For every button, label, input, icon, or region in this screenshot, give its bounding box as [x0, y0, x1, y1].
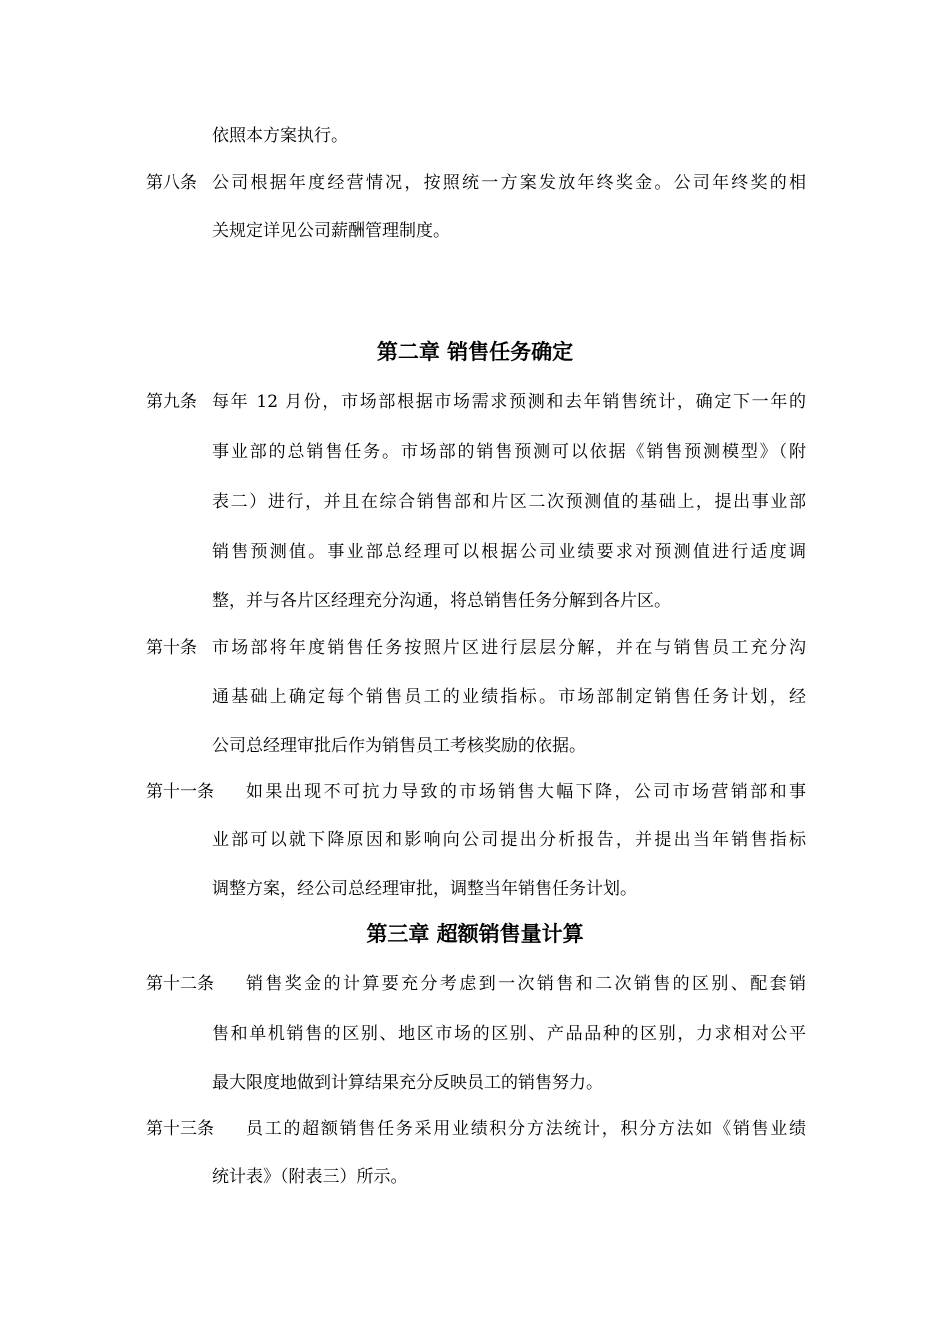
chapter-2-heading: 第二章 销售任务确定 — [376, 340, 574, 364]
article-13-line-2: 统计表》（附表三）所示。 — [212, 1167, 408, 1187]
article-10-line-1: 市场部将年度销售任务按照片区进行层层分解，并在与销售员工充分沟 — [212, 638, 806, 658]
article-7-tail: 依照本方案执行。 — [212, 126, 348, 146]
article-10-line-2: 通基础上确定每个销售员工的业绩指标。市场部制定销售任务计划，经 — [212, 687, 806, 707]
article-12-line-1: 销售奖金的计算要充分考虑到一次销售和二次销售的区别、配套销 — [246, 974, 806, 994]
article-8-line-1: 公司根据年度经营情况，按照统一方案发放年终奖金。公司年终奖的相 — [212, 173, 806, 193]
article-9-line-2: 事业部的总销售任务。市场部的销售预测可以依据《销售预测模型》（附 — [212, 442, 806, 462]
article-9-line-5: 整，并与各片区经理充分沟通，将总销售任务分解到各片区。 — [212, 591, 671, 611]
article-12-line-2: 售和单机销售的区别、地区市场的区别、产品品种的区别，力求相对公平 — [212, 1024, 806, 1044]
article-8-label: 第八条 — [146, 173, 197, 193]
article-11-line-2: 业部可以就下降原因和影响向公司提出分析报告，并提出当年销售指标 — [212, 830, 806, 850]
article-9-line-1: 每年 12 月份，市场部根据市场需求预测和去年销售统计，确定下一年的 — [212, 392, 806, 412]
article-9-label: 第九条 — [146, 392, 197, 412]
article-10-line-3: 公司总经理审批后作为销售员工考核奖励的依据。 — [212, 736, 586, 756]
article-8-line-2: 关规定详见公司薪酬管理制度。 — [212, 221, 450, 241]
article-12-label: 第十二条 — [146, 974, 214, 994]
chapter-3-heading: 第三章 超额销售量计算 — [366, 922, 584, 946]
article-11-line-1: 如果出现不可抗力导致的市场销售大幅下降，公司市场营销部和事 — [246, 782, 806, 802]
article-11-line-3: 调整方案，经公司总经理审批，调整当年销售任务计划。 — [212, 879, 637, 899]
article-9-line-4: 销售预测值。事业部总经理可以根据公司业绩要求对预测值进行适度调 — [212, 542, 806, 562]
article-10-label: 第十条 — [146, 638, 197, 658]
article-11-label: 第十一条 — [146, 782, 214, 802]
article-13-line-1: 员工的超额销售任务采用业绩积分方法统计，积分方法如《销售业绩 — [246, 1119, 806, 1139]
article-13-label: 第十三条 — [146, 1119, 214, 1139]
article-9-line-3: 表二）进行，并且在综合销售部和片区二次预测值的基础上，提出事业部 — [212, 492, 806, 512]
article-12-line-3: 最大限度地做到计算结果充分反映员工的销售努力。 — [212, 1073, 603, 1093]
